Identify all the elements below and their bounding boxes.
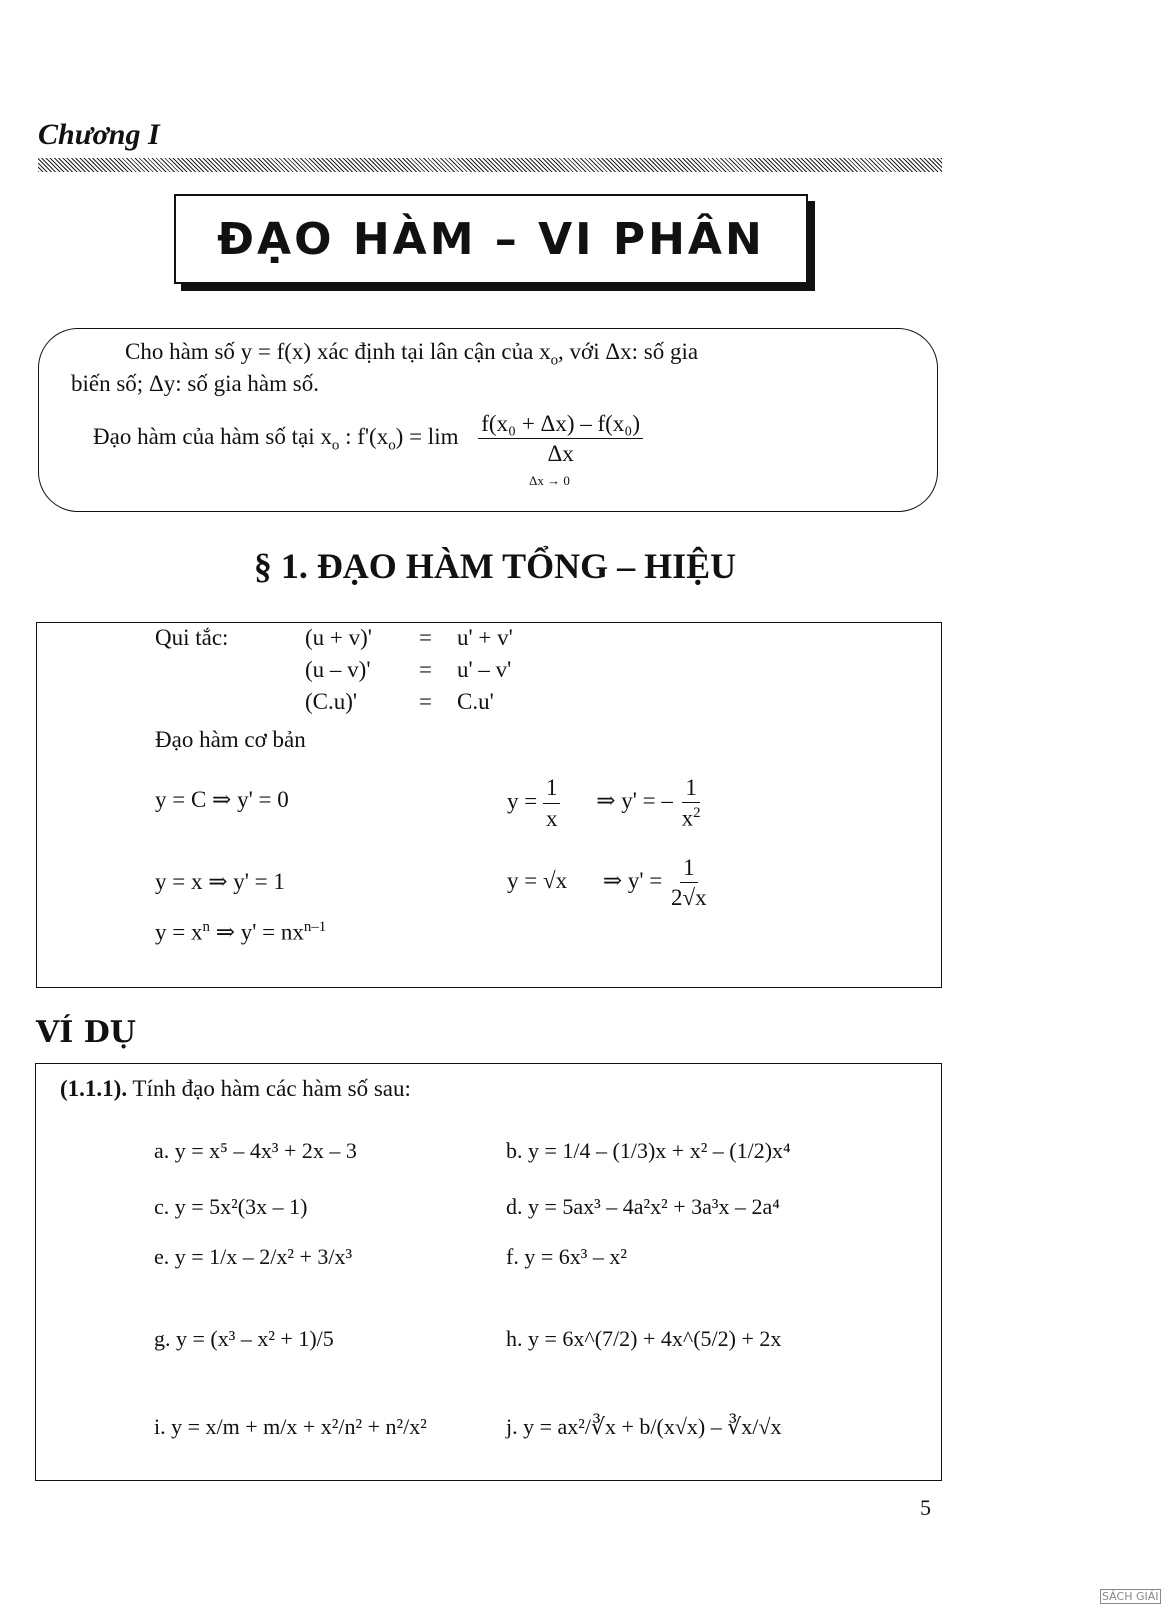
section-heading: § 1. ĐẠO HÀM TỔNG – HIỆU [253,546,737,586]
page-number: 5 [920,1495,931,1520]
exercise-e: e. y = 1/x – 2/x² + 3/x³ [154,1244,353,1269]
exercise-c: c. y = 5x²(3x – 1) [154,1194,308,1219]
rule-rhs: u' + v' [457,625,513,650]
exercise-g: g. y = (x³ – x² + 1)/5 [154,1326,334,1351]
exercise-j: j. y = ax²/∛x + b/(x√x) – ∛x/√x [506,1414,782,1439]
basic-x: y = x ⇒ y' = 1 [155,869,285,894]
equals-sign: = [419,625,432,650]
exercise-b: b. y = 1/4 – (1/3)x + x² – (1/2)x⁴ [506,1138,791,1163]
definition-box [38,328,938,512]
rule-rhs: u' – v' [457,657,512,682]
equals-sign: = [419,689,432,714]
exercise-i: i. y = x/m + m/x + x²/n² + n²/x² [154,1414,427,1439]
exercise-d: d. y = 5ax³ – 4a²x² + 3a³x – 2a⁴ [506,1194,780,1219]
exercise-h: h. y = 6x^(7/2) + 4x^(5/2) + 2x [506,1326,782,1351]
rule-lhs: (u – v)' [305,657,371,682]
exercise-a: a. y = x⁵ – 4x³ + 2x – 3 [154,1138,357,1163]
limit-subscript: Δx → 0 [529,473,570,488]
chapter-hatch-rule [38,158,942,172]
equals-sign: = [419,657,432,682]
chapter-label: Chương I [38,118,160,151]
examples-heading: VÍ DỤ [36,1015,136,1050]
definition-line1: Cho hàm số y = f(x) xác định tại lân cận của $x_o$, với Δx: số gia [125,339,699,369]
basic-sqrt: y = √x ⇒ y' = $\frac{1}{2√x}$ [507,855,707,911]
basic-const: y = C ⇒ y' = 0 [155,787,289,812]
watermark: SÁCH GIẢI [1102,1590,1159,1603]
example-box [35,1063,942,1481]
basic-label: Đạo hàm cơ bản [155,727,306,752]
example-prompt: (1.1.1). Tính đạo hàm các hàm số sau: [60,1076,411,1101]
rule-lhs: (u + v)' [305,625,372,650]
rule-rhs: C.u' [457,689,494,714]
rules-box [36,622,942,988]
exercise-f: f. y = 6x³ – x² [506,1244,627,1269]
chapter-title: ĐẠO HÀM – VI PHÂN [174,194,808,284]
definition-line2: biến số; Δy: số gia hàm số. [71,371,319,396]
rules-label: Qui tắc: [155,625,229,650]
rule-lhs: (C.u)' [305,689,358,714]
derivative-formula: Đạo hàm của hàm số tại $x_o$ : $f'(x_o) = \lim$ $\frac{\text{f(x₀ + Δx) – f(x₀)}}{\Delta x}$ [93,411,643,467]
basic-power: $y = x^n$ ⇒ $y' = nx^{n-1}$ [155,919,327,945]
basic-reciprocal: y = $\frac{1}{x}$ ⇒ y' = – $\frac{1}{x^2}$ [507,775,701,831]
